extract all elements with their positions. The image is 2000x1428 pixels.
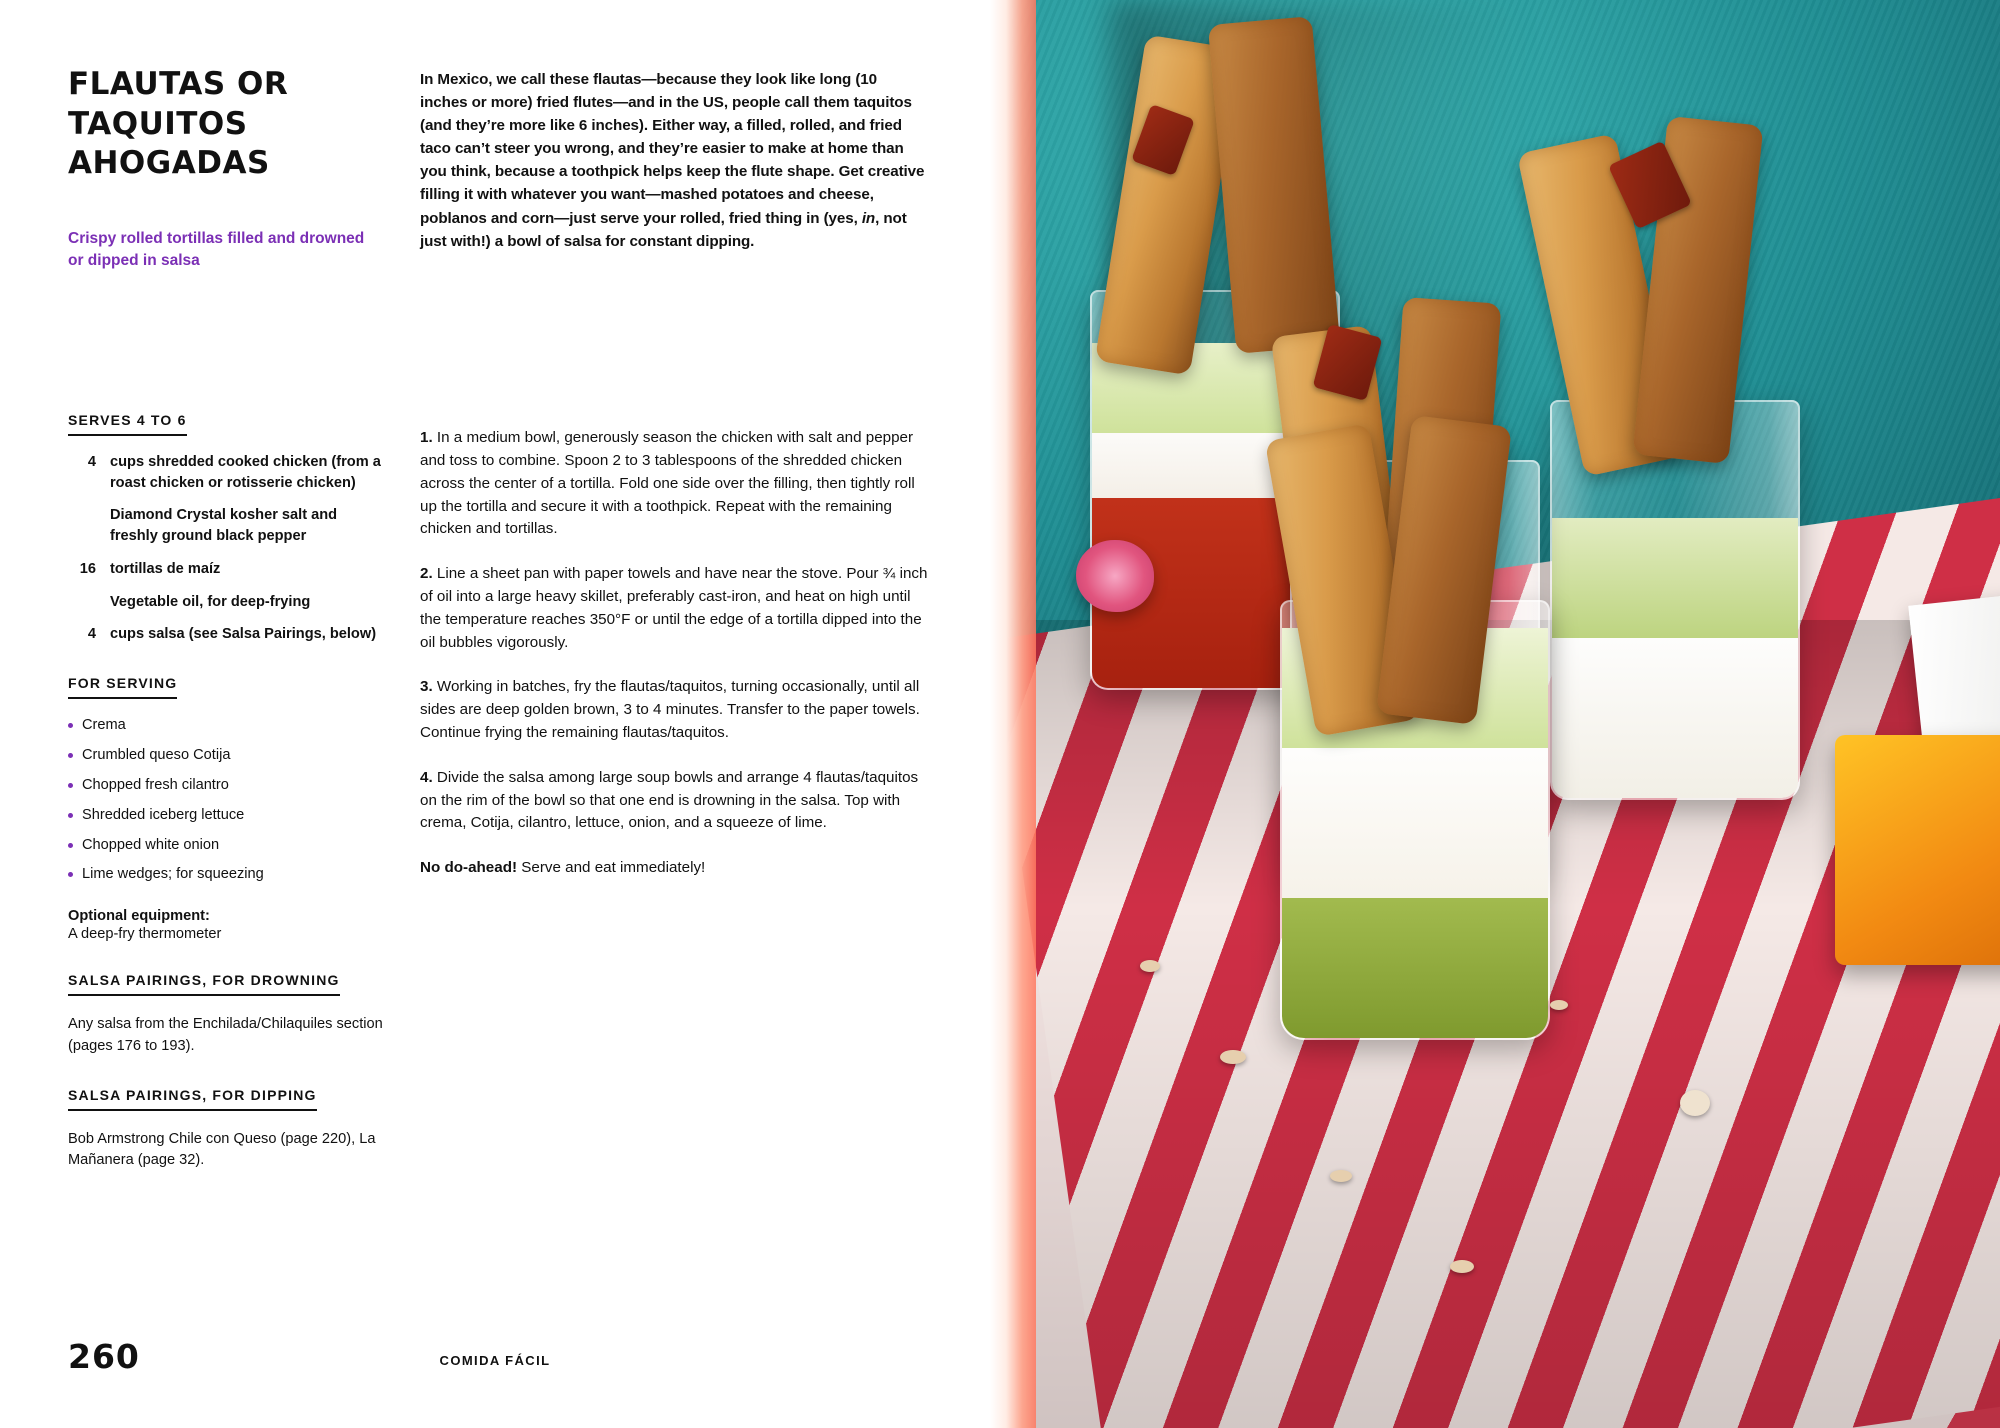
for-serving-item: Crema: [68, 715, 384, 737]
recipe-text-page: [0, 0, 990, 1428]
serves-heading: SERVES 4 TO 6: [68, 412, 187, 436]
optional-equipment-text: A deep-fry thermometer: [68, 926, 222, 943]
for-serving-block: [68, 675, 384, 942]
ingredient-text: cups salsa (see Salsa Pairings, below): [110, 626, 377, 643]
ingredient-row: [68, 559, 384, 580]
garlic-clove: [1680, 1090, 1710, 1116]
for-serving-item: Chopped white onion: [68, 835, 384, 857]
method-step: [420, 563, 928, 654]
crumb: [1140, 960, 1160, 972]
recipe-subtitle: Crispy rolled tortillas filled and drowned or dipped in salsa: [68, 230, 365, 269]
crumb: [1220, 1050, 1246, 1064]
pairings-drowning-text: Any salsa from the Enchilada/Chilaquiles section (pages 176 to 193).: [68, 1016, 383, 1054]
step-number: 3.: [420, 678, 433, 696]
crumb: [1450, 1260, 1474, 1273]
step-text: Divide the salsa among large soup bowls and arrange 4 flautas/taquitos on the rim of the bowl so that one end is drowning in the salsa. Top with crema, Cotija, cilantro, lettuce, onion, and a squeeze of lime.: [420, 768, 919, 832]
running-head: COMIDA FÁCIL: [439, 1353, 551, 1368]
for-serving-list: [68, 715, 384, 886]
pairings-dipping-text: Bob Armstrong Chile con Queso (page 220), La Mañanera (page 32).: [68, 1130, 376, 1168]
crema-layer: [1282, 728, 1548, 898]
method-step: [420, 676, 928, 744]
ingredient-row: [68, 592, 384, 613]
step-number: 4.: [420, 768, 433, 786]
lettuce-layer: [1552, 518, 1798, 638]
ingredient-text: tortillas de maíz: [110, 560, 221, 577]
ingredient-text: cups shredded cooked chicken (from a roast chicken or rotisserie chicken): [110, 454, 381, 491]
ingredients-column: [68, 412, 384, 1171]
step-text: Working in batches, fry the flautas/taquitos, turning occasionally, until all sides are deep golden brown, 3 to 4 minutes. Transfer to the paper towels. Continue frying the remaining flautas/taquitos.: [420, 678, 920, 741]
headnote-part-one: In Mexico, we call these flautas—because they look like long (10 inches or more) fried flutes—and in the US, people call them taquitos (and they’re more like 6 inches). Either way, a filled, rolled, and fried taco can’t steer you wrong, and they’re easier to make at home than you think, because a toothpick helps keep the flute shape. Get creative filling it with whatever you want—mashed potatoes and cheese, poblanos and corn—just serve your rolled, fried thing in (yes,: [420, 71, 925, 227]
crumb: [1330, 1170, 1352, 1182]
ingredients-list: [68, 452, 384, 645]
method-step: [420, 427, 928, 541]
recipe-headnote: [420, 68, 928, 253]
ingredient-text: Diamond Crystal kosher salt and freshly ground black pepper: [110, 507, 338, 545]
salsa-verde-layer: [1282, 878, 1548, 1038]
ingredient-row: [68, 624, 384, 645]
do-ahead-label: No do-ahead!: [420, 859, 518, 877]
ingredient-quantity: [68, 505, 110, 546]
ingredient-quantity: 4: [87, 626, 96, 643]
crema-layer: [1552, 618, 1798, 798]
ingredient-quantity: 16: [79, 560, 96, 577]
optional-equipment-label: Optional equipment:: [68, 908, 210, 925]
method-step: [420, 767, 928, 835]
ingredient-quantity: [68, 592, 110, 613]
for-serving-item: Crumbled queso Cotija: [68, 745, 384, 767]
food-photograph: [990, 0, 2000, 1428]
step-number: 2.: [420, 565, 433, 583]
ingredient-row: [68, 452, 384, 493]
recipe-title: FLAUTAS OR TAQUITOS AHOGADAS: [68, 66, 289, 182]
pairings-drowning-heading: SALSA PAIRINGS, FOR DROWNING: [68, 972, 340, 996]
do-ahead-text: Serve and eat immediately!: [517, 859, 706, 877]
page-number: 260: [68, 1337, 140, 1376]
pink-flower: [1076, 540, 1154, 612]
step-number: 1.: [420, 429, 433, 447]
headnote-part-two: , not just with!) a bowl of salsa for constant dipping.: [420, 209, 907, 250]
ingredient-quantity: 4: [87, 454, 96, 470]
headnote-emphasis: in: [861, 209, 876, 227]
crumb: [1550, 1000, 1568, 1010]
do-ahead-note: [420, 857, 928, 880]
condiment-caddy: [1835, 735, 2000, 965]
pairings-dipping-block: [68, 1087, 384, 1171]
step-text: In a medium bowl, generously season the chicken with salt and pepper and toss to combine. Spoon 2 to 3 tablespoons of the shredded chicken across the center of a tortilla. Fold one side over the filling, then tightly roll up the tortilla and secure it with a toothpick. Repeat with the remaining chicken and tortillas.: [420, 429, 915, 538]
step-text: Line a sheet pan with paper towels and have near the stove. Pour ¾ inch of oil into a large heavy skillet, preferably cast-iron, and heat on high until the temperature reaches 350°F or until the edge of a tortilla dipped into the oil bubbles vigorously.: [420, 565, 928, 651]
page-gutter-shadow: [990, 0, 1036, 1428]
for-serving-item: Shredded iceberg lettuce: [68, 805, 384, 827]
pairings-dipping-heading: SALSA PAIRINGS, FOR DIPPING: [68, 1087, 317, 1111]
ingredient-text: Vegetable oil, for deep-frying: [110, 593, 311, 610]
for-serving-heading: FOR SERVING: [68, 675, 177, 699]
recipe-photo-page: [990, 0, 2000, 1428]
method-column: [420, 412, 928, 902]
for-serving-item: Chopped fresh cilantro: [68, 775, 384, 797]
pairings-drowning-block: [68, 972, 384, 1056]
ingredient-row: [68, 505, 384, 546]
for-serving-item: Lime wedges; for squeezing: [68, 864, 384, 886]
